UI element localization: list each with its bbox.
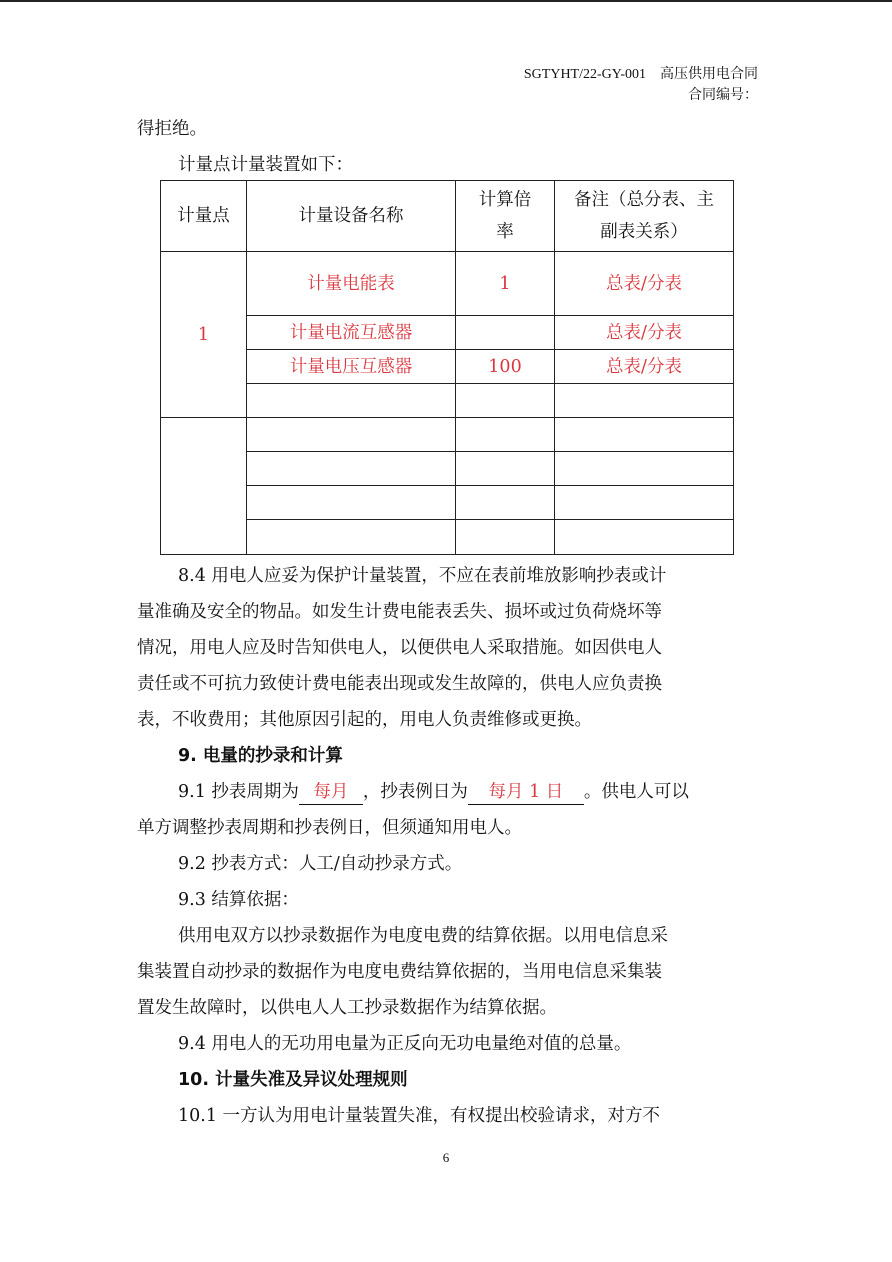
- empty-cell: [555, 486, 734, 520]
- table-row: [161, 418, 734, 452]
- empty-cell: [456, 486, 555, 520]
- ratio-cell: 1: [456, 252, 555, 316]
- empty-cell: [555, 418, 734, 452]
- para-9-3-body-line: 供用电双方以抄录数据作为电度电费的结算依据。以用电信息采: [178, 926, 668, 946]
- remark-cell: 总表/分表: [555, 316, 734, 350]
- header-remark: 备注（总分表、主 副表关系）: [555, 181, 734, 252]
- table-row: [161, 520, 734, 555]
- header-line-1: [524, 64, 758, 85]
- device-cell: 计量电能表: [247, 252, 456, 316]
- empty-cell: [247, 452, 456, 486]
- table-row: [161, 452, 734, 486]
- remark-cell: 总表/分表: [555, 350, 734, 384]
- para-9-4: 9.4 用电人的无功用电量为正反向无功电量绝对值的总量。: [178, 1034, 632, 1054]
- empty-cell: [555, 452, 734, 486]
- doc-code: SGTYHT/22-GY-001: [523, 67, 646, 82]
- para-9-3-body-line: 集装置自动抄录的数据作为电度电费结算依据的，当用电信息采集装: [137, 962, 662, 982]
- table-row: [161, 350, 734, 384]
- remark-cell: 总表/分表: [555, 252, 734, 316]
- empty-cell: [456, 418, 555, 452]
- text-refuse: 得拒绝。: [137, 119, 207, 139]
- empty-cell: [247, 384, 456, 418]
- top-border-line: [0, 0, 892, 2]
- reading-day-field: 每月 1 日: [468, 780, 584, 805]
- device-cell: 计量电流互感器: [247, 316, 456, 350]
- para-9-3: 9.3 结算依据：: [178, 890, 299, 910]
- point-cell: 1: [161, 252, 247, 418]
- table-header-row: [161, 181, 734, 252]
- empty-cell: [555, 384, 734, 418]
- meter-intro: 计量点计量装置如下：: [178, 155, 353, 175]
- table-row: [161, 316, 734, 350]
- empty-cell: [247, 486, 456, 520]
- heading-10: 10. 计量失准及异议处理规则: [178, 1070, 408, 1090]
- ratio-cell: [456, 316, 555, 350]
- table-row: [161, 252, 734, 316]
- para-9-3-body-line: 置发生故障时，以供电人人工抄录数据作为结算依据。: [137, 998, 557, 1018]
- contract-number-label: 合同编号：: [688, 88, 758, 103]
- table-row: [161, 486, 734, 520]
- para-10-1: 10.1 一方认为用电计量装置失准，有权提出校验请求，对方不: [178, 1106, 661, 1126]
- doc-title: 高压供用电合同: [660, 67, 758, 82]
- empty-cell: [456, 384, 555, 418]
- page-number: 6: [442, 1150, 450, 1165]
- reading-cycle-field: 每月: [299, 780, 363, 805]
- para-8-4-line: 8.4 用电人应妥为保护计量装置，不应在表前堆放影响抄表或计: [178, 566, 667, 586]
- page-header: [524, 64, 758, 106]
- para-8-4-line: 量准确及安全的物品。如发生计费电能表丢失、损坏或过负荷烧坏等: [137, 602, 662, 622]
- header-device: 计量设备名称: [247, 181, 456, 252]
- meter-table: [160, 180, 734, 555]
- para-9-2: 9.2 抄表方式：人工/自动抄录方式。: [178, 854, 463, 874]
- header-ratio: 计算倍 率: [456, 181, 555, 252]
- empty-cell: [456, 452, 555, 486]
- empty-cell: [247, 418, 456, 452]
- empty-cell: [247, 520, 456, 555]
- para-8-4-line: 情况，用电人应及时告知供电人，以便供电人采取措施。如因供电人: [137, 638, 662, 658]
- device-cell: 计量电压互感器: [247, 350, 456, 384]
- heading-9: 9. 电量的抄录和计算: [178, 746, 343, 766]
- para-9-1-line-1: 9.1 抄表周期为 每月 ，抄表例日为 每月 1 日 。供电人可以: [178, 774, 798, 810]
- ratio-cell: 100: [456, 350, 555, 384]
- table-row: [161, 384, 734, 418]
- para-9-1-line-2: 单方调整抄表周期和抄表例日，但须通知用电人。: [137, 818, 522, 838]
- empty-point-cell: [161, 418, 247, 555]
- empty-cell: [555, 520, 734, 555]
- header-point: 计量点: [161, 181, 247, 252]
- para-8-4-line: 责任或不可抗力致使计费电能表出现或发生故障的，供电人应负责换: [137, 674, 662, 694]
- para-8-4-line: 表，不收费用；其他原因引起的，用电人负责维修或更换。: [137, 710, 592, 730]
- empty-cell: [456, 520, 555, 555]
